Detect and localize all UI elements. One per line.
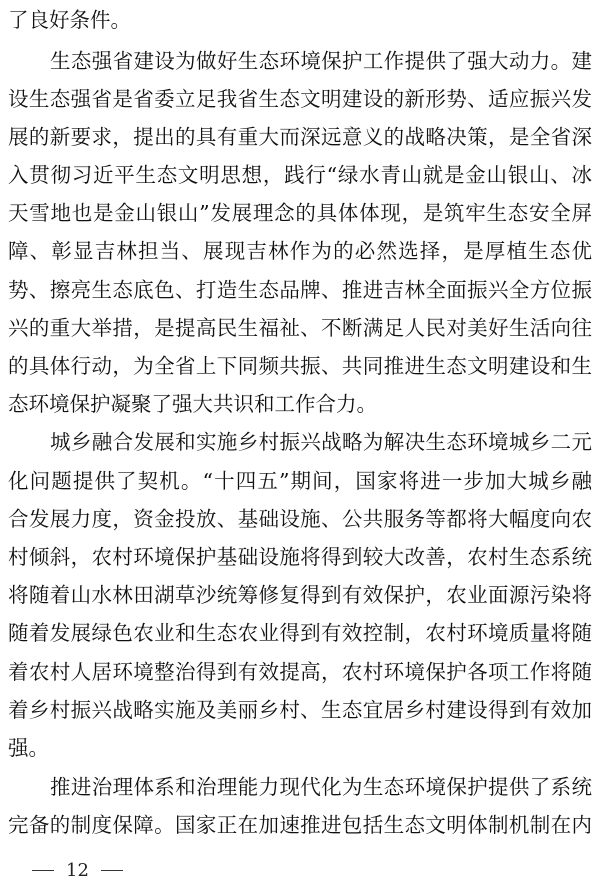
- text-line: 合发展力度，资金投放、基础设施、公共服务等都将大幅度向农: [8, 507, 592, 531]
- text-line: 强。: [8, 736, 49, 760]
- text-line: 天雪地也是金山银山”发展理念的具体体现，是筑牢生态安全屏: [8, 201, 592, 225]
- text-line: 村倾斜，农村环境保护基础设施将得到较大改善，农村生态系统: [8, 545, 592, 569]
- text-line: 势、擦亮生态底色、打造生态品牌、推进吉林全面振兴全方位振: [8, 278, 592, 302]
- page-number: 12: [66, 859, 89, 881]
- text-line: 化问题提供了契机。“十四五”期间，国家将进一步加大城乡融: [8, 469, 592, 493]
- text-line: 随着发展绿色农业和生态农业得到有效控制，农村环境质量将随: [8, 621, 592, 645]
- text-line: 的具体行动，为全省上下同频共振、共同推进生态文明建设和生: [8, 354, 592, 378]
- paragraph-first-line: 推进治理体系和治理能力现代化为生态环境保护提供了系统: [50, 775, 592, 799]
- text-line: 着农村人居环境整治得到有效提高，农村环境保护各项工作将随: [8, 660, 592, 684]
- text-line: 展的新要求，提出的具有重大而深远意义的战略决策，是全省深: [8, 125, 592, 149]
- text-line: 将随着山水林田湖草沙统筹修复得到有效保护，农业面源污染将: [8, 583, 592, 607]
- text-line: 障、彰显吉林担当、展现吉林作为的必然选择，是厚植生态优: [8, 239, 592, 263]
- text-line: 态环境保护凝聚了强大共识和工作合力。: [8, 392, 377, 416]
- text-line: 完备的制度保障。国家正在加速推进包括生态文明体制机制在内: [8, 813, 592, 837]
- text-line: 了良好条件。: [8, 8, 131, 32]
- paragraph-first-line: 城乡融合发展和实施乡村振兴战略为解决生态环境城乡二元: [50, 430, 592, 454]
- text-line: 设生态强省是省委立足我省生态文明建设的新形势、适应振兴发: [8, 87, 592, 111]
- text-line: 入贯彻习近平生态文明思想，践行“绿水青山就是金山银山、冰: [8, 163, 592, 187]
- footer-dash-right: [101, 870, 123, 871]
- footer-dash-left: [32, 870, 54, 871]
- text-line: 着乡村振兴战略实施及美丽乡村、生态宜居乡村建设得到有效加: [8, 698, 592, 722]
- paragraph-first-line: 生态强省建设为做好生态环境保护工作提供了强大动力。建: [50, 49, 592, 73]
- text-line: 兴的重大举措，是提高民生福祉、不断满足人民对美好生活向往: [8, 316, 592, 340]
- page-footer: [32, 858, 123, 882]
